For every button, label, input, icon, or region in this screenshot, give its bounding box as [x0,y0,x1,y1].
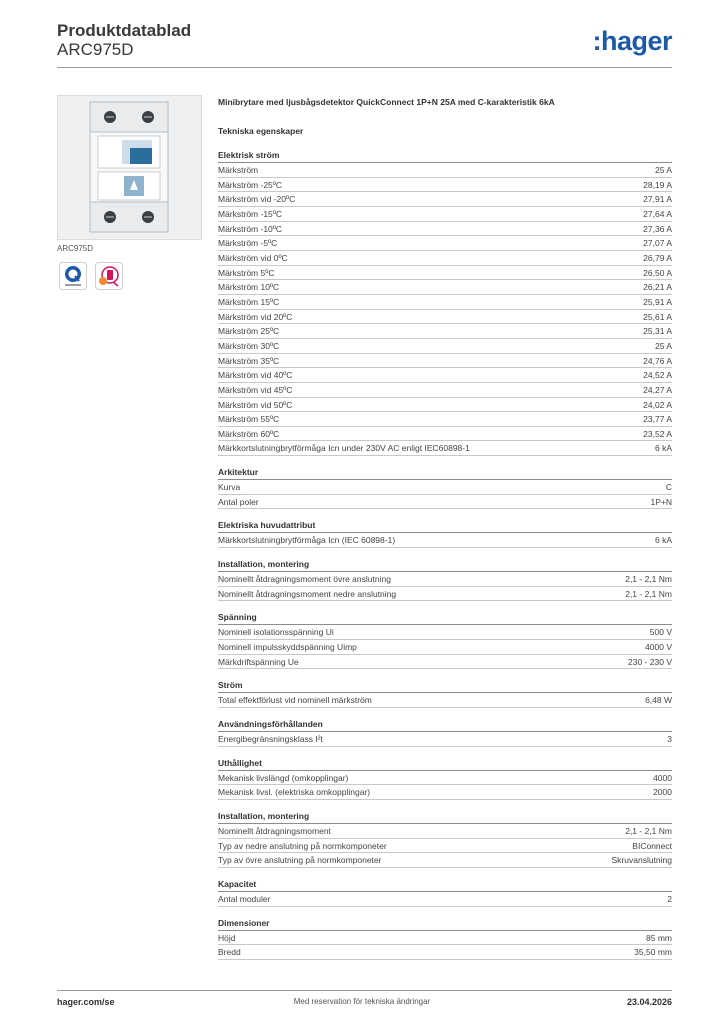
tech-specs-title: Tekniska egenskaper [218,126,304,136]
spec-label: Märkström [218,165,259,175]
spec-row [218,785,672,800]
spec-label: Mekanisk livslängd (omkopplingar) [218,772,349,783]
footer-divider [57,990,672,991]
spec-value: 1P+N [650,496,672,507]
spec-label: Märkström 60ºC [218,428,280,439]
spec-value: 24,27 A [643,384,672,395]
spec-value: 35,50 mm [634,947,672,958]
spec-value: 27,64 A [643,208,672,219]
spec-value: 6 kA [654,443,672,454]
spec-label: Märkström 25ºC [218,326,280,337]
spec-label: Märkström vid -20ºC [218,194,296,205]
spec-row [218,824,672,839]
spec-label: Märkdriftspänning Ue [218,656,299,667]
spec-row [218,368,672,383]
spec-value: 6,48 W [645,695,672,706]
spec-row [218,236,672,251]
spec-label: Nominellt åtdragningsmoment nedre anslutning [218,588,397,599]
spec-label: Märkström -10ºC [218,223,283,234]
spec-label: Märkström -15ºC [218,208,283,219]
spec-value: 24,52 A [643,370,672,381]
spec-value: 27,07 A [643,238,672,249]
spec-value: 28,19 A [643,179,672,190]
spec-section [218,519,672,548]
spec-row [218,427,672,442]
circuit-breaker-icon [58,96,201,239]
spec-row [218,339,672,354]
spec-section [218,757,672,800]
product-description: Minibrytare med ljusbågsdetektor QuickConnect 1P+N 25A med C-karakteristik 6kA [218,97,555,107]
spec-label: Märkström 15ºC [218,296,280,307]
spec-section [218,558,672,601]
spec-row [218,655,672,670]
spec-value: 25,31 A [643,326,672,337]
spec-label: Märkström 55ºC [218,414,280,425]
spec-value: Skruvanslutning [611,855,672,866]
footer-date: 23.04.2026 [626,997,672,1007]
spec-row [218,480,672,495]
spec-row [218,295,672,310]
spec-section [218,679,672,708]
spec-row [218,310,672,325]
spec-label: Märkström 10ºC [218,282,280,293]
spec-label: Typ av övre anslutning på normkomponeter [218,855,382,866]
header-divider [57,67,672,68]
spec-value: 3 [667,734,672,745]
spec-label: Mekanisk livsl. (elektriska omkopplingar) [218,787,371,798]
spec-value: 25,61 A [643,311,672,322]
spec-row [218,163,672,178]
spec-label: Märkström 30ºC [218,340,280,351]
spec-row [218,495,672,510]
spec-value: 2000 [653,787,672,798]
spec-value: BIConnect [632,840,672,851]
spec-value: 25 A [654,165,672,175]
spec-row [218,853,672,868]
spec-row [218,280,672,295]
spec-label: Märkström vid 40ºC [218,370,293,381]
spec-row [218,533,672,548]
spec-label: Kurva [218,482,241,493]
spec-row [218,192,672,207]
spec-sections [218,149,672,960]
product-image [57,95,202,240]
spec-label: Nominell isolationsspänning Ui [218,627,334,638]
spec-value: 23,52 A [643,428,672,439]
spec-row [218,892,672,907]
spec-label: Märkström vid 45ºC [218,384,293,395]
spec-value: 23,77 A [643,414,672,425]
spec-label: Märkström vid 0ºC [218,252,288,263]
spec-row [218,931,672,946]
spec-value: 4000 V [645,642,672,653]
section-title: Dimensioner [218,917,672,931]
spec-row [218,640,672,655]
spec-label: Märkström 5ºC [218,267,275,278]
spec-label: Höjd [218,932,236,943]
spec-section [218,878,672,907]
spec-row [218,693,672,708]
spec-label: Nominellt åtdragningsmoment övre anslutning [218,574,391,585]
spec-label: Bredd [218,947,241,958]
section-title: Installation, montering [218,558,672,572]
section-title: Arkitektur [218,466,672,480]
spec-section [218,718,672,747]
spec-value: 230 - 230 V [628,656,672,667]
spec-label: Energibegränsningsklass I²t [218,734,323,745]
spec-label: Nominellt åtdragningsmoment [218,826,331,836]
spec-row [218,839,672,854]
spec-label: Märkström vid 20ºC [218,311,293,322]
spec-section [218,466,672,509]
spec-label: Märkström vid 50ºC [218,399,293,410]
spec-value: 85 mm [646,932,672,943]
section-title: Elektriska huvudattribut [218,519,672,533]
spec-row [218,732,672,747]
spec-label: Total effektförlust vid nominell märkström [218,695,372,706]
quickconnect-icon [59,262,87,290]
spec-label: Märkström 35ºC [218,355,280,366]
spec-row [218,587,672,602]
section-title: Användningsförhållanden [218,718,672,732]
spec-value: 26,21 A [643,282,672,293]
spec-row [218,354,672,369]
footer-disclaimer: Med reservation för tekniska ändringar [293,997,431,1006]
section-title: Elektrisk ström [218,149,672,163]
spec-row [218,251,672,266]
spec-value: 26,79 A [643,252,672,263]
spec-value: 25 A [654,340,672,351]
spec-row [218,266,672,281]
spec-value: 24,76 A [643,355,672,366]
spec-row [218,178,672,193]
spec-value: 2 [667,893,672,904]
spec-row [218,771,672,786]
spec-label: Märkkortslutningbrytförmåga Icn (IEC 60898-1) [218,535,396,546]
spec-value: 500 V [649,627,672,638]
spec-section [218,917,672,960]
spec-row [218,412,672,427]
spec-label: Märkström -25ºC [218,179,283,190]
section-title: Spänning [218,611,672,625]
spec-section [218,149,672,456]
spec-value: 27,91 A [643,194,672,205]
spec-row [218,441,672,456]
spec-value: 24,02 A [643,399,672,410]
spec-value: 2,1 - 2,1 Nm [625,574,672,585]
spec-row [218,625,672,640]
spec-value: 26,50 A [643,267,672,278]
product-code: ARC975D [57,40,134,59]
spec-label: Antal poler [218,496,259,507]
spec-label: Nominell impulsskyddspänning Uimp [218,642,357,653]
section-title: Uthållighet [218,757,672,771]
spec-label: Märkkortslutningbrytförmåga Icn under 230V AC enligt IEC60898-1 [218,443,470,454]
spec-value: C [665,482,672,493]
spec-section [218,611,672,669]
spec-row [218,383,672,398]
spec-content [218,97,672,970]
hager-logo: :hager [592,26,672,56]
spec-value: 6 kA [654,535,672,546]
spec-row [218,222,672,237]
spec-row [218,398,672,413]
spec-value: 2,1 - 2,1 Nm [625,826,672,836]
spec-label: Antal moduler [218,893,271,904]
spec-row [218,207,672,222]
spec-label: Typ av nedre anslutning på normkomponeter [218,840,387,851]
spec-row [218,324,672,339]
section-title: Installation, montering [218,810,672,824]
spec-value: 27,36 A [643,223,672,234]
footer-website: hager.com/se [57,997,115,1007]
spec-row [218,572,672,587]
spec-section [218,810,672,868]
section-title: Kapacitet [218,878,672,892]
section-title: Ström [218,679,672,693]
arc-detection-icon [95,262,123,290]
product-image-label: ARC975D [57,244,94,253]
spec-value: 25,91 A [643,296,672,307]
spec-value: 4000 [653,772,672,783]
spec-row [218,945,672,960]
page-title: Produktdatablad [57,21,192,40]
spec-label: Märkström -5ºC [218,238,278,249]
spec-value: 2,1 - 2,1 Nm [625,588,672,599]
